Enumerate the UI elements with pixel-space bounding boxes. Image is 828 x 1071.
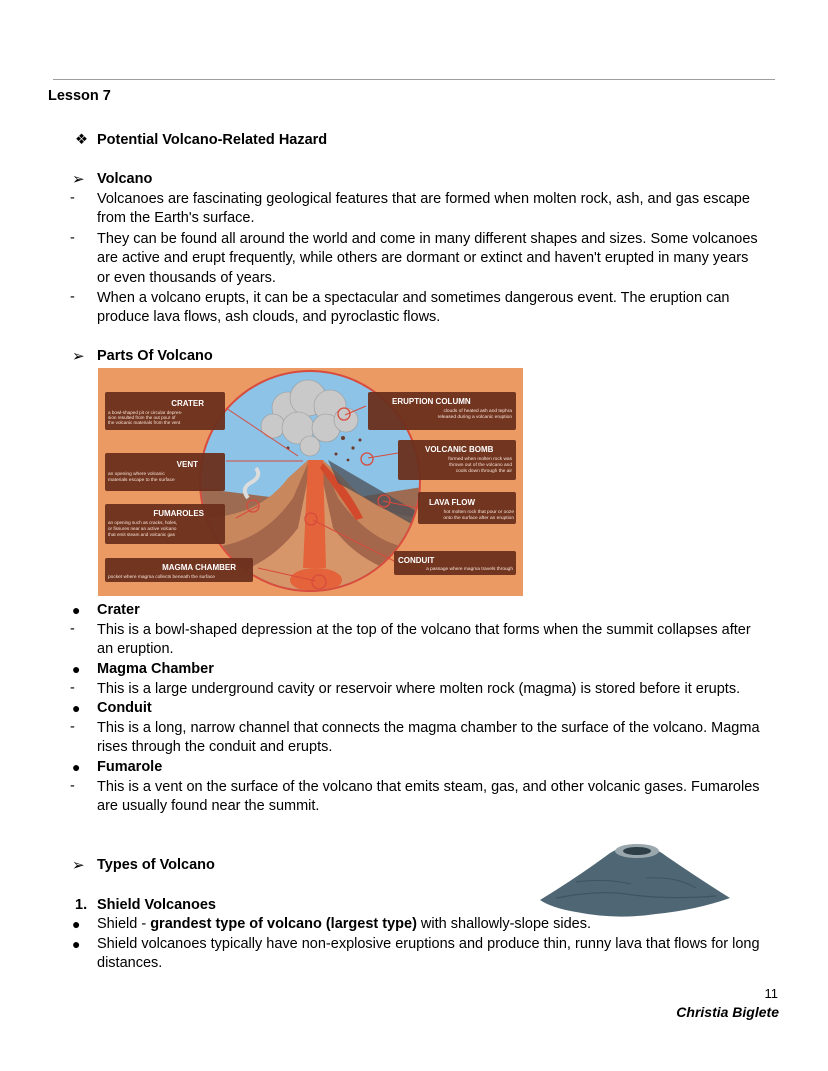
dash-marker: - xyxy=(70,778,75,794)
section-title: Potential Volcano-Related Hazard xyxy=(97,132,328,148)
diagram-vent-desc: an opening where volcanic xyxy=(108,472,165,477)
arrow-bullet-icon: ➢ xyxy=(72,857,85,874)
diagram-bomb-desc: cools down through the air xyxy=(455,469,512,474)
volcano-paragraph-2c: or even thousands of years. xyxy=(97,270,276,286)
volcano-paragraph-3a: When a volcano erupts, it can be a spectacular and sometimes dangerous event. The eruption can xyxy=(97,290,730,306)
author-name: Christia Biglete xyxy=(676,1004,779,1020)
diagram-eruption-desc: clouds of heated ash and tephra xyxy=(443,409,512,414)
diagram-crater-desc: sion resulted from the out pour of xyxy=(108,415,176,420)
diagram-magma-title: MAGMA CHAMBER xyxy=(162,563,236,572)
dash-marker: - xyxy=(70,230,75,246)
diagram-lava-desc: onto the surface after an eruption xyxy=(443,516,514,521)
diagram-conduit-desc: a passage where magma travels through xyxy=(426,567,513,572)
bullet-dot-icon: ● xyxy=(72,661,81,677)
fumarole-desc-2: are usually found near the summit. xyxy=(97,798,320,814)
fumarole-desc-1: This is a vent on the surface of the volcano that emits steam, gas, and other volcanic gases. Fumaroles xyxy=(97,779,760,795)
bullet-dot-icon: ● xyxy=(72,916,81,932)
shield-bullet-1 xyxy=(97,915,782,935)
diagram-lava-title: LAVA FLOW xyxy=(429,498,476,507)
arrow-bullet-icon: ➢ xyxy=(72,348,85,365)
lesson-title: Lesson 7 xyxy=(48,88,111,104)
volcano-heading: Volcano xyxy=(97,171,153,187)
diagram-eruption-title: ERUPTION COLUMN xyxy=(392,397,471,406)
diagram-fumaroles-desc: that emit steam and volcanic gas xyxy=(108,532,175,537)
diagram-bomb-title: VOLCANIC BOMB xyxy=(425,445,494,454)
crater-title: Crater xyxy=(97,602,140,618)
dash-marker: - xyxy=(70,719,75,735)
diagram-fumaroles-title: FUMAROLES xyxy=(153,509,204,518)
volcano-paragraph-1a: Volcanoes are fascinating geological features that are formed when molten rock, ash, and gas escape xyxy=(97,191,750,207)
diagram-vent-title: VENT xyxy=(176,460,198,469)
diagram-bomb-desc: formed when molten rock was xyxy=(448,457,512,462)
arrow-bullet-icon: ➢ xyxy=(72,171,85,188)
header-rule xyxy=(53,79,775,80)
crater-desc-1: This is a bowl-shaped depression at the top of the volcano that forms when the summit collapses after xyxy=(97,622,751,638)
diagram-crater-desc: the volcanic materials from the vent xyxy=(108,420,181,425)
diagram-vent-desc: materials escape to the surface xyxy=(108,478,175,483)
diamond-bullet-icon: ❖ xyxy=(75,132,88,148)
bullet-dot-icon: ● xyxy=(72,759,81,775)
diagram-eruption-desc: released during a volcanic eruption xyxy=(437,415,512,420)
crater-desc-2: an eruption. xyxy=(97,641,174,657)
magma-desc-1: This is a large underground cavity or reservoir where molten rock (magma) is stored before it erupts. xyxy=(97,681,741,697)
shield-bullet-1-prefix: Shield - xyxy=(97,916,151,932)
volcano-paragraph-2b: are active and erupt frequently, while others are dormant or extinct and haven't erupted in many years xyxy=(97,250,749,266)
diagram-magma-desc: pocket where magma collects beneath the surface xyxy=(108,575,215,580)
volcano-paragraph-2a: They can be found all around the world and come in many different shapes and sizes. Some volcanoes xyxy=(97,231,758,247)
shield-title: Shield Volcanoes xyxy=(97,897,216,913)
dash-marker: - xyxy=(70,621,75,637)
diagram-bomb-desc: thrown out of the volcano and xyxy=(449,463,512,468)
diagram-crater-desc: a bowl-shaped pit or circular depres- xyxy=(108,410,183,415)
dash-marker: - xyxy=(70,289,75,305)
bullet-dot-icon: ● xyxy=(72,700,81,716)
diagram-fumaroles-desc: or fissures near an active volcano xyxy=(108,526,177,531)
volcano-parts-diagram xyxy=(98,368,523,596)
bullet-dot-icon: ● xyxy=(72,936,81,952)
list-number: 1. xyxy=(75,897,88,913)
magma-title: Magma Chamber xyxy=(97,661,214,677)
shield-bullet-1-bold: grandest type of volcano (largest type) xyxy=(150,916,417,932)
dash-marker: - xyxy=(70,190,75,206)
types-heading: Types of Volcano xyxy=(97,857,215,873)
shield-bullet-2a: Shield volcanoes typically have non-explosive eruptions and produce thin, runny lava that flows for long xyxy=(97,936,760,952)
dash-marker: - xyxy=(70,680,75,696)
conduit-desc-2: rises through the conduit and erupts. xyxy=(97,739,333,755)
conduit-title: Conduit xyxy=(97,700,152,716)
bullet-dot-icon: ● xyxy=(72,602,81,618)
fumarole-title: Fumarole xyxy=(97,759,163,775)
conduit-desc-1: This is a long, narrow channel that connects the magma chamber to the surface of the volcano. Magma xyxy=(97,720,760,736)
volcano-paragraph-1b: from the Earth's surface. xyxy=(97,210,255,226)
diagram-conduit-title: CONDUIT xyxy=(398,556,435,565)
parts-heading: Parts Of Volcano xyxy=(97,348,213,364)
diagram-fumaroles-desc: an opening such as cracks, holes, xyxy=(108,520,178,525)
page-number: 11 xyxy=(764,986,778,1001)
shield-volcano-image xyxy=(536,838,734,922)
volcano-paragraph-3b: produce lava flows, ash clouds, and pyroclastic flows. xyxy=(97,309,441,325)
shield-bullet-1-suffix: with shallowly-slope sides. xyxy=(416,916,591,932)
diagram-crater-title: CRATER xyxy=(171,399,204,408)
shield-bullet-2b: distances. xyxy=(97,955,163,971)
diagram-lava-desc: hot molten rock that pour or ooze xyxy=(443,510,514,515)
